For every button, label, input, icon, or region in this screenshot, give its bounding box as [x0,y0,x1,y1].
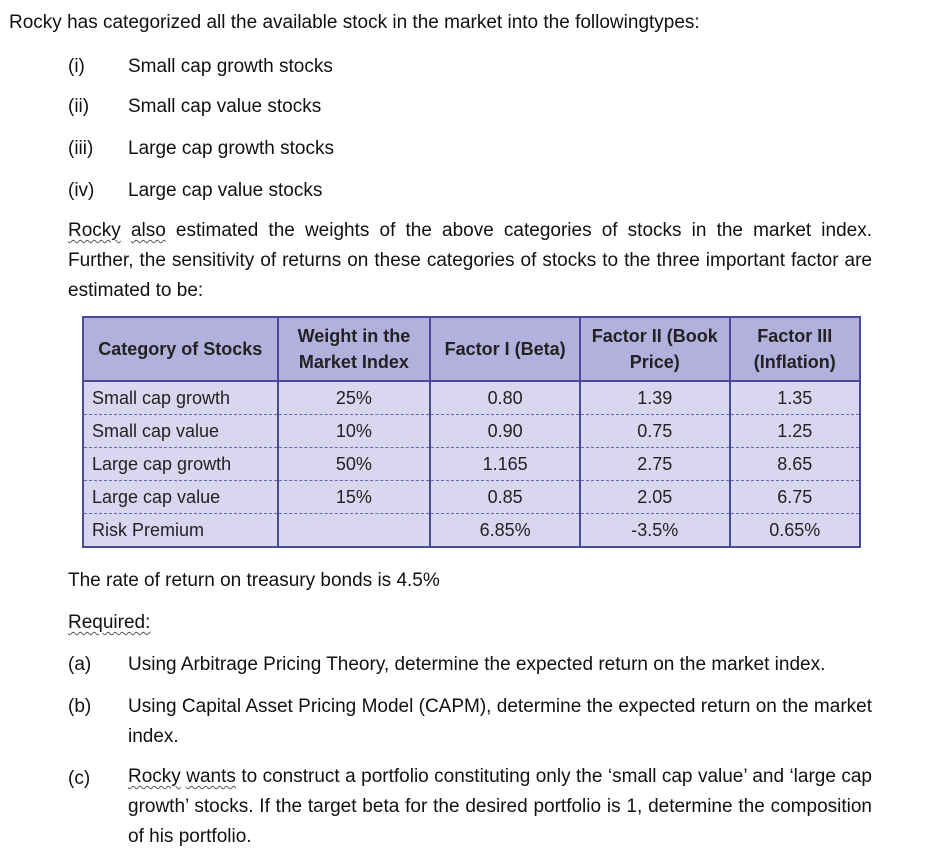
question-number: (c) [68,768,91,789]
cell-category: Small cap growth [83,381,278,415]
type-number: (iii) [68,138,94,159]
cell-category: Large cap growth [83,448,278,481]
word-rocky: Rocky [68,220,121,241]
cell-weight: 25% [278,381,431,415]
cell-weight: 10% [278,415,431,448]
table-row-risk-premium [83,514,860,548]
treasury-text: The rate of return on treasury bonds is 4.5% [68,570,440,591]
cell-factor-2: 0.75 [580,415,730,448]
weights-paragraph [68,216,872,306]
header-factor-3: Factor III (Inflation) [730,317,860,381]
cell-weight: 15% [278,481,431,514]
question-number: (b) [68,696,92,717]
header-category: Category of Stocks [83,317,278,381]
word-rocky: Rocky [128,766,181,787]
type-number: (i) [68,56,85,77]
question-rest: to construct a portfolio constituting only the ‘small cap value’ and ‘large cap growth’ stocks. If the target beta for the desired portfolio is 1, determine the composition of his portfolio. [128,766,872,847]
paragraph-rest: estimated the weights of the above categories of stocks in the market index. Further, the sensitivity of returns on these categories of stocks to the three important factor are estimated to be: [68,220,873,301]
type-label: Large cap growth stocks [128,138,334,159]
word-also: also [130,220,166,241]
required-heading: Required: [68,612,151,633]
cell-category: Risk Premium [83,514,278,548]
table-row [83,415,860,448]
type-label: Small cap growth stocks [128,56,333,77]
table-header-row [83,317,860,381]
type-number: (ii) [68,96,90,117]
table-row [83,481,860,514]
cell-factor-2: 2.05 [580,481,730,514]
header-weight: Weight in the Market Index [278,317,431,381]
type-number: (iv) [68,180,95,201]
cell-weight: 50% [278,448,431,481]
cell-factor-2: -3.5% [580,514,730,548]
question-text: Using Capital Asset Pricing Model (CAPM), determine the expected return on the market index. [128,696,872,747]
cell-factor-1: 1.165 [430,448,580,481]
word-wants: wants [186,766,236,787]
cell-factor-2: 1.39 [580,381,730,415]
question-text: Using Arbitrage Pricing Theory, determine the expected return on the market index. [128,654,826,675]
cell-factor-1: 0.85 [430,481,580,514]
cell-factor-3: 6.75 [730,481,860,514]
table-row [83,448,860,481]
question-number: (a) [68,654,92,675]
question-text [128,762,872,852]
cell-category: Small cap value [83,415,278,448]
cell-factor-3: 0.65% [730,514,860,548]
cell-factor-1: 0.80 [430,381,580,415]
cell-weight [278,514,431,548]
intro-text: Rocky has categorized all the available stock in the market into the followingtypes: [9,12,700,33]
cell-factor-2: 2.75 [580,448,730,481]
cell-factor-1: 0.90 [430,415,580,448]
type-label: Large cap value stocks [128,180,323,201]
factor-table [82,316,861,548]
type-label: Small cap value stocks [128,96,322,117]
cell-factor-3: 1.35 [730,381,860,415]
cell-factor-1: 6.85% [430,514,580,548]
cell-factor-3: 1.25 [730,415,860,448]
table-row [83,381,860,415]
header-factor-1: Factor I (Beta) [430,317,580,381]
cell-category: Large cap value [83,481,278,514]
header-factor-2: Factor II (Book Price) [580,317,730,381]
cell-factor-3: 8.65 [730,448,860,481]
